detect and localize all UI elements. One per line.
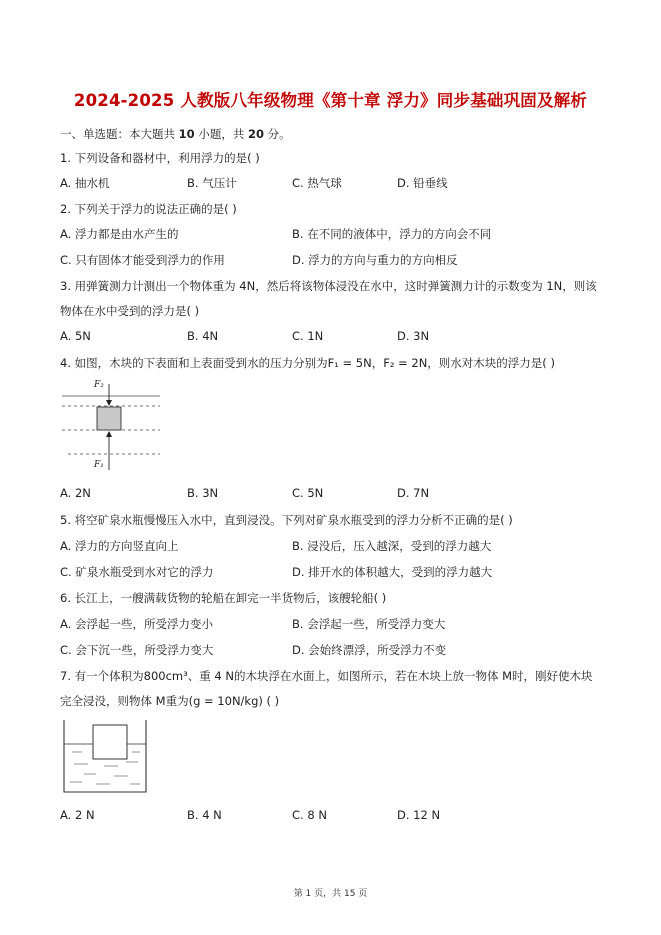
wood-block-force-figure [60, 378, 170, 474]
q3-option-d: D. 3N [397, 329, 430, 343]
q2-option-a: A. 浮力都是由水产生的 [60, 227, 179, 241]
q7-option-c: C. 8 N [292, 808, 327, 822]
question-3-stem-line1: 3. 用弹簧测力计测出一个物体重为 4N，然后将该物体浸没在水中，这时弹簧测力计的示数变为 1N，则该 [60, 279, 597, 293]
q4-option-b: B. 3N [187, 486, 219, 500]
q4-option-a: A. 2N [60, 486, 91, 500]
wood-block [97, 407, 121, 430]
q4-option-c: C. 5N [292, 486, 324, 500]
q7-option-b: B. 4 N [187, 808, 222, 822]
force-label-top: F₂ [94, 380, 104, 390]
q2-option-c: C. 只有固体才能受到浮力的作用 [60, 253, 225, 267]
question-3-stem-line2: 物体在水中受到的浮力是( ) [60, 304, 200, 318]
q3-option-a: A. 5N [60, 329, 91, 343]
q3-option-b: B. 4N [187, 329, 219, 343]
q1-option-b: B. 气压计 [187, 176, 237, 190]
question-6-stem: 6. 长江上，一艘满载货物的轮船在卸完一半货物后，该艘轮船( ) [60, 591, 387, 605]
q6-option-b: B. 会浮起一些，所受浮力变大 [292, 617, 446, 631]
question-5-stem: 5. 将空矿泉水瓶慢慢压入水中，直到浸没。下列对矿泉水瓶受到的浮力分析不正确的是( ) [60, 513, 513, 527]
q3-option-c: C. 1N [292, 329, 324, 343]
question-4-stem: 4. 如图，木块的下表面和上表面受到水的压力分别为F₁ = 5N，F₂ = 2N，则水对木块的浮力是( ) [60, 356, 555, 370]
q6-option-c: C. 会下沉一些，所受浮力变大 [60, 643, 214, 657]
q5-option-a: A. 浮力的方向竖直向上 [60, 539, 179, 553]
q7-option-d: D. 12 N [397, 808, 441, 822]
section-heading: 一、单选题：本大题共 10 小题，共 20 分。 [60, 127, 291, 141]
question-2-stem: 2. 下列关于浮力的说法正确的是( ) [60, 202, 237, 216]
container-figure [60, 718, 150, 796]
q1-option-c: C. 热气球 [292, 176, 342, 190]
q5-option-b: B. 浸没后，压入越深，受到的浮力越大 [292, 539, 492, 553]
q6-option-d: D. 会始终漂浮，所受浮力不变 [292, 643, 447, 657]
q1-option-d: D. 铅垂线 [397, 176, 448, 190]
question-7-stem-line2: 完全浸没，则物体 M重为(g = 10N/kg) ( ) [60, 694, 280, 708]
q5-option-c: C. 矿泉水瓶受到水对它的浮力 [60, 565, 214, 579]
q7-option-a: A. 2 N [60, 808, 95, 822]
q1-option-a: A. 抽水机 [60, 176, 110, 190]
q6-option-a: A. 会浮起一些，所受浮力变小 [60, 617, 213, 631]
page-footer: 第 1 页，共 15 页 [293, 889, 368, 899]
q5-option-d: D. 排开水的体积越大，受到的浮力越大 [292, 565, 493, 579]
q4-option-d: D. 7N [397, 486, 430, 500]
q2-option-b: B. 在不同的液体中，浮力的方向会不同 [292, 227, 492, 241]
question-1-stem: 1. 下列设备和器材中，利用浮力的是( ) [60, 151, 260, 165]
floating-block [93, 725, 127, 759]
q2-option-d: D. 浮力的方向与重力的方向相反 [292, 253, 458, 267]
force-label-bottom: F₁ [94, 460, 104, 470]
question-7-stem-line1: 7. 有一个体积为800cm³、重 4 N的木块浮在水面上，如图所示，若在木块上放一物体 M时，刚好使木块 [60, 669, 593, 683]
page-title: 2024-2025 人教版八年级物理《第十章 浮力》同步基础巩固及解析 [73, 91, 588, 110]
